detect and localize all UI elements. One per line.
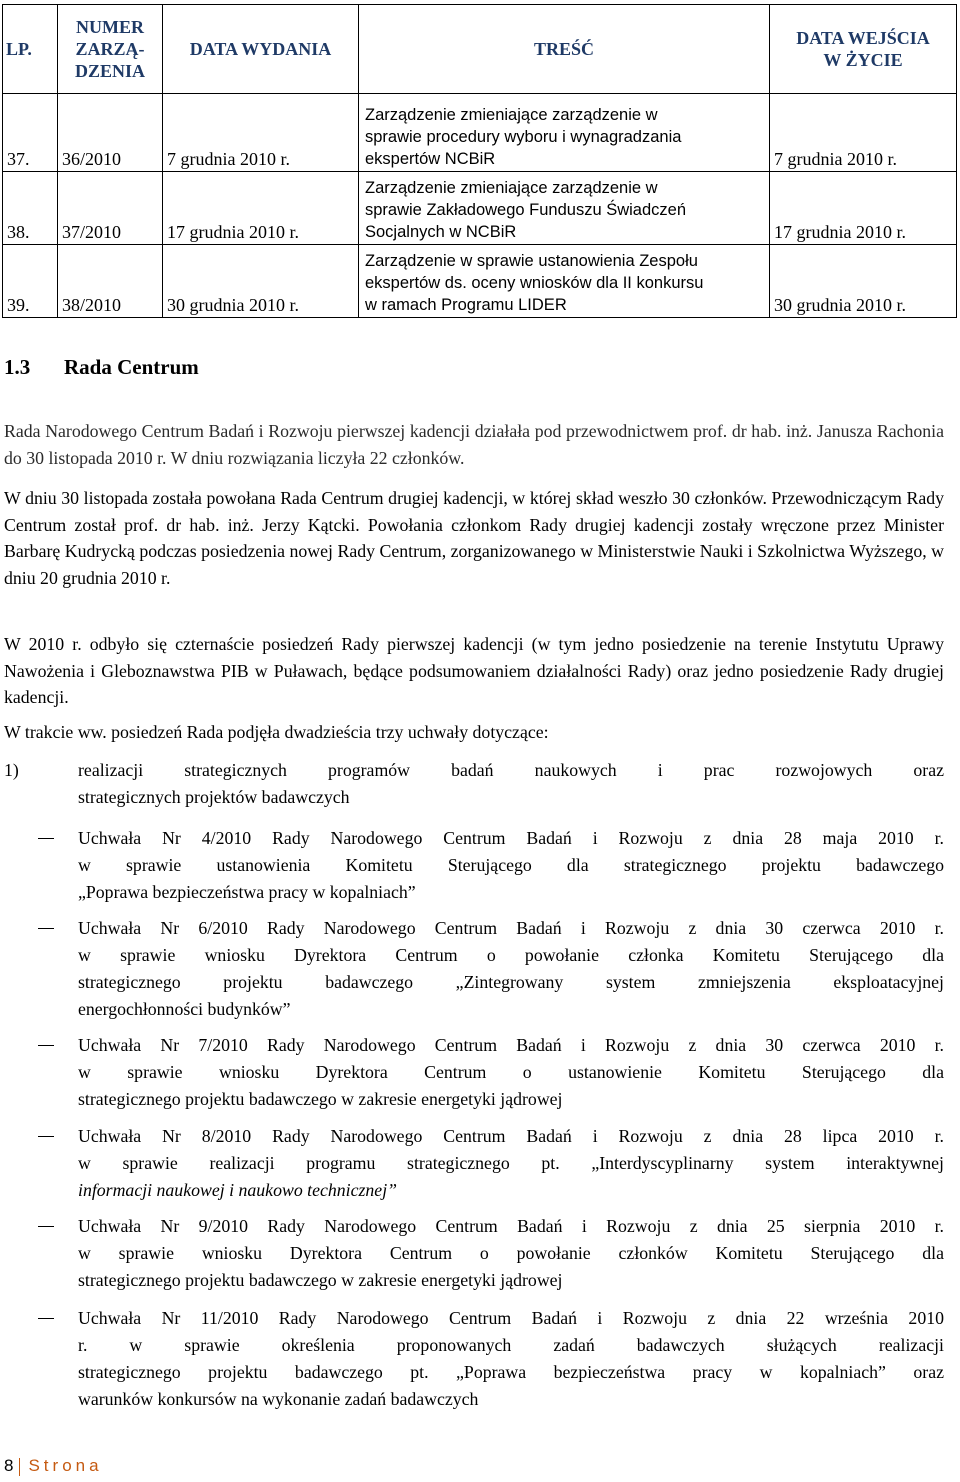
uchwala-line: strategicznego projektu badawczego „Zintegrowany system zmniejszenia eksploatacyjnej [78, 972, 944, 992]
header-numer-line-2: ZARZĄ- [75, 39, 145, 59]
paragraph-3: W 2010 r. odbyło się czternaście posiedzeń Rady pierwszej kadencji (w tym jedno posiedzenie na terenie Instytutu Uprawy Nawożenia i Gleboznawstwa PIB w Puławach, będące podsumowaniem działalności Rady) oraz jedno posiedzenie Rady drugiej kadencji. [4, 634, 944, 707]
cell-data-wejscia: 7 grudnia 2010 r. [770, 94, 957, 172]
list-text-line-2: strategicznych projektów badawczych [78, 787, 350, 807]
uchwala-item [4, 1032, 944, 1113]
paragraph-4: W trakcie ww. posiedzeń Rada podjęła dwadzieścia trzy uchwały dotyczące: [4, 722, 549, 742]
uchwala-line: w sprawie wniosku Dyrektora Centrum o powołanie członków Komitetu Sterującego dla [78, 1243, 944, 1263]
uchwala-line: Uchwała Nr 8/2010 Rady Narodowego Centrum Badań i Rozwoju z dnia 28 lipca 2010 r. [78, 1126, 944, 1146]
list-item [4, 757, 944, 811]
uchwala-line: r. w sprawie określenia proponowanych zadań badawczych służących realizacji [78, 1335, 944, 1355]
cell-data-wydania: 7 grudnia 2010 r. [163, 94, 359, 172]
uchwala-line: warunków konkursów na wykonanie zadań badawczych [78, 1389, 479, 1409]
tresc-line: sprawie Zakładowego Funduszu Świadczeń [365, 201, 687, 219]
uchwala-line: Uchwała Nr 9/2010 Rady Narodowego Centrum Badań i Rozwoju z dnia 25 sierpnia 2010 r. [78, 1216, 944, 1236]
header-data-wydania: DATA WYDANIA [163, 5, 359, 94]
cell-data-wejscia: 30 grudnia 2010 r. [770, 245, 957, 318]
section-heading [4, 355, 199, 380]
cell-numer: 38/2010 [58, 245, 163, 318]
list-text-line-1: realizacji strategicznych programów badań naukowych i prac rozwojowych oraz [78, 760, 944, 780]
header-numer [58, 5, 163, 94]
uchwala-item [4, 825, 944, 906]
table-row [3, 172, 957, 245]
dash-bullet [38, 1318, 54, 1319]
header-numer-line-1: NUMER [76, 17, 144, 37]
uchwala-item [4, 1213, 944, 1294]
tresc-line: Zarządzenie zmieniające zarządzenie w [365, 179, 658, 197]
tresc-line: Zarządzenie zmieniające zarządzenie w [365, 106, 658, 124]
page-footer [4, 1456, 103, 1476]
uchwala-line: w sprawie ustanowienia Komitetu Sterującego dla strategicznego projektu badawczego [78, 855, 944, 875]
dash-bullet [38, 1226, 54, 1227]
page-label: Strona [28, 1456, 103, 1475]
uchwala-line: Uchwała Nr 11/2010 Rady Narodowego Centrum Badań i Rozwoju z dnia 22 września 2010 [78, 1308, 944, 1328]
paragraph-2: W dniu 30 listopada została powołana Rada Centrum drugiej kadencji, w której skład weszło 30 członków. Przewodniczącym Rady Centrum został prof. dr hab. inż. Jerzy Kątcki. Powołania członkom Rady drugiej kadencji zostały wręczone przez Minister Barbarę Kudrycką podczas posiedzenia nowej Rady Centrum, zorganizowanego w Ministerstwie Nauki i Szkolnictwa Wyższego, w dniu 20 grudnia 2010 r. [4, 488, 944, 588]
tresc-line: sprawie procedury wyboru i wynagradzania [365, 128, 682, 146]
section-title: Rada Centrum [64, 355, 199, 379]
cell-data-wydania: 17 grudnia 2010 r. [163, 172, 359, 245]
cell-lp: 37. [3, 94, 58, 172]
tresc-line: ekspertów ds. oceny wniosków dla II konkursu [365, 274, 704, 292]
uchwala-item [4, 1305, 944, 1413]
uchwala-line: w sprawie realizacji programu strategicznego pt. „Interdyscyplinarny system interaktywnej [78, 1153, 944, 1173]
tresc-line: w ramach Programu LIDER [365, 296, 567, 314]
cell-numer: 36/2010 [58, 94, 163, 172]
tresc-line: Socjalnych w NCBiR [365, 223, 517, 241]
list-marker: 1) [4, 760, 19, 780]
header-numer-line-3: DZENIA [74, 61, 145, 81]
footer-divider [19, 1458, 20, 1476]
page-number: 8 [4, 1456, 18, 1475]
uchwala-item [4, 1123, 944, 1204]
uchwala-line: Uchwała Nr 6/2010 Rady Narodowego Centrum Badań i Rozwoju z dnia 30 czerwca 2010 r. [78, 918, 944, 938]
header-tresc: TREŚĆ [359, 5, 770, 94]
cell-numer: 37/2010 [58, 172, 163, 245]
uchwala-line: strategicznego projektu badawczego w zakresie energetyki jądrowej [78, 1270, 563, 1290]
uchwala-line: w sprawie wniosku Dyrektora Centrum o powołanie członka Komitetu Sterującego dla [78, 945, 944, 965]
decrees-table [2, 4, 957, 318]
cell-tresc [359, 172, 770, 245]
uchwala-line: w sprawie wniosku Dyrektora Centrum o ustanowienie Komitetu Sterującego dla [78, 1062, 944, 1082]
cell-lp: 38. [3, 172, 58, 245]
dash-bullet [38, 1136, 54, 1137]
uchwala-line: strategicznego projektu badawczego pt. „Poprawa bezpieczeństwa pracy w kopalniach” oraz [78, 1362, 944, 1382]
uchwala-line: strategicznego projektu badawczego w zakresie energetyki jądrowej [78, 1089, 563, 1109]
tresc-line: ekspertów NCBiR [365, 150, 496, 168]
table-row [3, 245, 957, 318]
section-number: 1.3 [4, 355, 31, 379]
uchwala-line: informacji naukowej i naukowo technicznej” [78, 1180, 398, 1200]
header-lp: LP. [3, 5, 58, 94]
header-data-wejscia-line-2: W ŻYCIE [823, 50, 903, 70]
dash-bullet [38, 1045, 54, 1046]
dash-bullet [38, 838, 54, 839]
dash-bullet [38, 928, 54, 929]
cell-data-wydania: 30 grudnia 2010 r. [163, 245, 359, 318]
cell-tresc [359, 94, 770, 172]
tresc-line: Zarządzenie w sprawie ustanowienia Zespołu [365, 252, 698, 270]
header-data-wejscia-line-1: DATA WEJŚCIA [796, 28, 930, 48]
paragraph-1: Rada Narodowego Centrum Badań i Rozwoju pierwszej kadencji działała pod przewodnictwem prof. dr hab. inż. Janusza Rachonia do 30 listopada 2010 r. W dniu rozwiązania liczyła 22 członków. [4, 421, 944, 468]
cell-lp: 39. [3, 245, 58, 318]
cell-data-wejscia: 17 grudnia 2010 r. [770, 172, 957, 245]
uchwala-line: Uchwała Nr 4/2010 Rady Narodowego Centrum Badań i Rozwoju z dnia 28 maja 2010 r. [78, 828, 944, 848]
uchwala-line: Uchwała Nr 7/2010 Rady Narodowego Centrum Badań i Rozwoju z dnia 30 czerwca 2010 r. [78, 1035, 944, 1055]
uchwala-line: „Poprawa bezpieczeństwa pracy w kopalniach” [78, 882, 416, 902]
cell-tresc [359, 245, 770, 318]
header-data-wejscia [770, 5, 957, 94]
uchwala-line: energochłonności budynków” [78, 999, 291, 1019]
uchwala-item [4, 915, 944, 1023]
table-header-row [3, 5, 957, 94]
table-row [3, 94, 957, 172]
